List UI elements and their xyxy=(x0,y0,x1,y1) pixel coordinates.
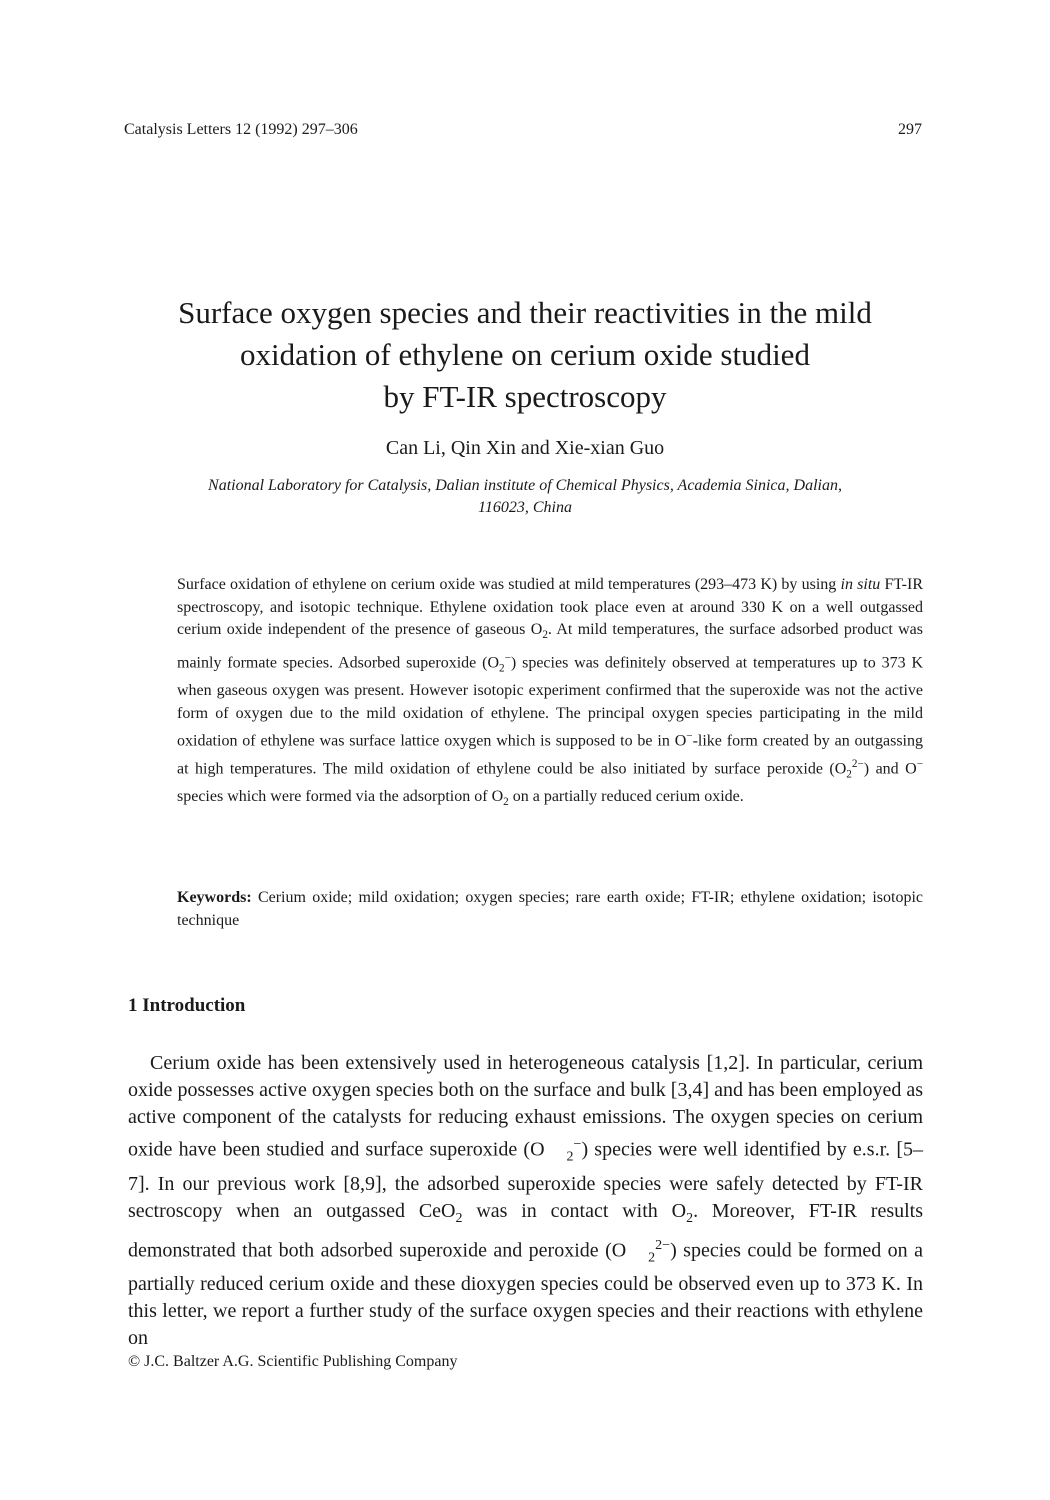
title-line-2: oxidation of ethylene on cerium oxide studied xyxy=(240,337,810,372)
abstract-text: ) species was definitely observed at temperatures up to 373 K when gaseous oxygen was present. However isotopic experiment confirmed that the superoxide was not the active form of oxygen due to the mild oxidation of ethylene. The principal oxygen species participating in the mild oxidation of ethylene was surface lattice oxygen which is supposed to be in O xyxy=(177,654,923,750)
abstract-text: . At mild temperatures, the surface adsorbed product was mainly formate species. Adsorbed superoxide (O xyxy=(177,621,923,672)
superscript: − xyxy=(573,1137,582,1152)
subscript: 2 xyxy=(542,629,548,642)
author-list: Can Li, Qin Xin and Xie-xian Guo xyxy=(385,437,665,459)
superscript: − xyxy=(686,730,693,743)
title-line-3: by FT-IR spectroscopy xyxy=(383,379,667,414)
copyright-notice: © J.C. Baltzer A.G. Scientific Publishing Company xyxy=(128,1353,458,1370)
intro-text: ) species were well identified by e.s.r. [5–7]. In our previous work [8,9], the adsorbed superoxide species were safely detected by FT-IR sectroscopy when an outgassed CeO xyxy=(128,1138,923,1222)
intro-text: ) species could be formed on a partially reduced cerium oxide and these dioxygen species could be observed even up to 373 K. In this letter, we report a further study of the surface oxygen species and their reactions with ethylene on xyxy=(128,1239,923,1350)
intro-text: was in contact with O xyxy=(462,1199,687,1222)
abstract-text: on a partially reduced cerium oxide. xyxy=(508,788,744,806)
superscript: 2− xyxy=(655,1237,671,1253)
subscript: 2 xyxy=(503,796,509,809)
section-heading: 1 Introduction xyxy=(128,995,246,1016)
affiliation-line-1: National Laboratory for Catalysis, Dalian institute of Chemical Physics, Academia Sinica, Dalian, xyxy=(208,477,842,494)
subscript: 2 xyxy=(846,768,852,781)
subscript: 2 xyxy=(686,1210,694,1226)
page-number: 297 xyxy=(898,121,922,138)
affiliation-line-2: 116023, China xyxy=(478,499,572,516)
title-line-1: Surface oxygen species and their reactivities in the mild xyxy=(178,295,872,330)
subscript: 2 xyxy=(648,1250,656,1266)
abstract-text: species which were formed via the adsorption of O xyxy=(177,788,504,806)
abstract-text: ) and O xyxy=(863,760,917,778)
superscript: 2− xyxy=(851,758,864,771)
keywords-label: Keywords: xyxy=(177,889,252,906)
abstract-italic: in situ xyxy=(840,576,881,593)
introduction-paragraph xyxy=(128,1050,923,1352)
affiliation xyxy=(100,475,950,519)
superscript: − xyxy=(504,651,511,664)
superscript: − xyxy=(916,758,923,771)
abstract xyxy=(177,574,923,814)
abstract-text: -like form created by an outgassing at high temperatures. The mild oxidation of ethylene could be also initiated by surface peroxide (O xyxy=(177,732,923,778)
subscript: 2 xyxy=(499,662,505,675)
keywords xyxy=(177,887,923,932)
abstract-text: FT-IR spectroscopy, and isotopic technique. Ethylene oxidation took place even at around 330 K on a well outgassed cerium oxide independent of the presence of gaseous O xyxy=(177,576,924,639)
paper-title xyxy=(60,292,990,418)
abstract-text: Surface oxidation of ethylene on cerium oxide was studied at mild temperatures (293–473 K) by using xyxy=(177,576,841,593)
journal-citation: Catalysis Letters 12 (1992) 297–306 xyxy=(124,121,358,138)
subscript: 2 xyxy=(455,1210,463,1226)
subscript: 2 xyxy=(566,1149,574,1165)
intro-text: Cerium oxide has been extensively used in heterogeneous catalysis [1,2]. In particular, cerium oxide possesses active oxygen species both on the surface and bulk [3,4] and has been employed as active component of the catalysts for reducing exhaust emissions. The oxygen species on cerium oxide have been studied and surface superoxide (O xyxy=(128,1052,923,1161)
keywords-text: Cerium oxide; mild oxidation; oxygen species; rare earth oxide; FT-IR; ethylene oxidation; isotopic technique xyxy=(177,889,923,929)
intro-text: . Moreover, FT-IR results demonstrated that both adsorbed superoxide and peroxide (O xyxy=(128,1199,924,1262)
